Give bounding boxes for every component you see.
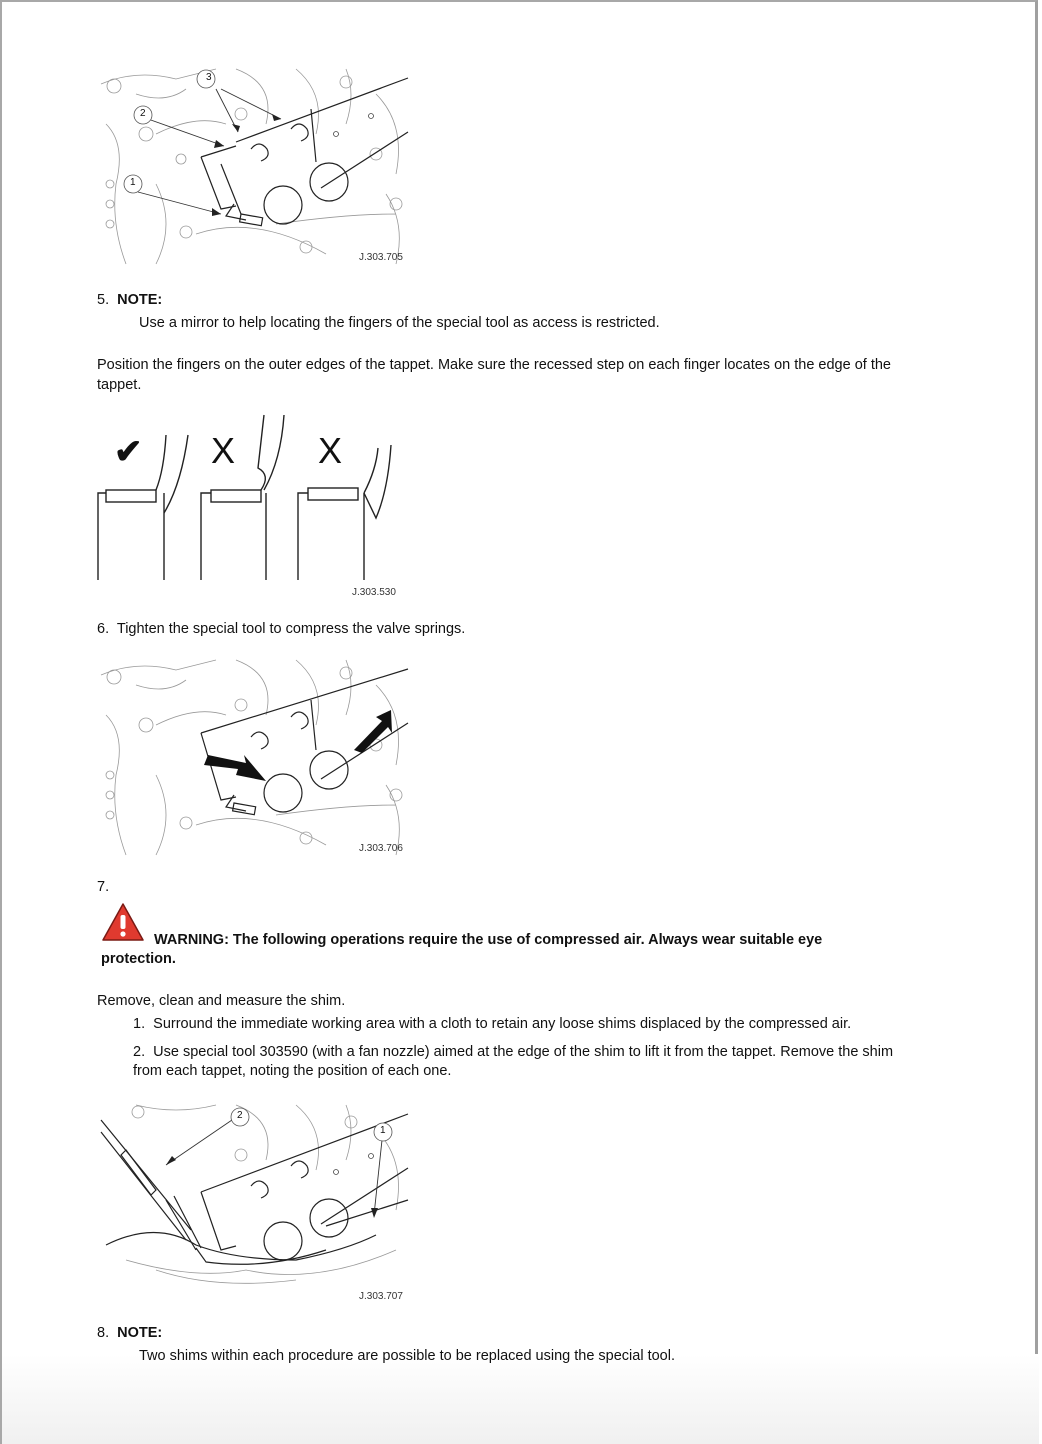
figure-code: J.303.706 [359,843,403,854]
callout-2: 2 [140,108,146,119]
warning-text-line2: protection. [101,951,176,967]
x-mark-icon: X [318,430,343,471]
figure-j303705 [96,64,416,269]
figure-code: J.303.707 [359,1291,403,1302]
figure-j303530 [96,410,416,598]
page-bottom-shadow [2,1354,1039,1444]
check-mark-icon: ✔ [114,433,143,471]
figure-j303706 [96,655,416,860]
note-text: Two shims within each procedure are possible to be replaced using the special tool. [139,1348,675,1364]
figure-j303707 [96,1100,416,1305]
figure-code: J.303.530 [352,587,396,598]
callout-3: 3 [206,72,212,83]
callout-1: 1 [380,1125,386,1136]
note-label: NOTE: [117,292,163,308]
note-text: Use a mirror to help locating the fingers of the special tool as access is restricted. [139,315,660,331]
warning-icon [101,902,145,949]
substep-2 [133,1043,893,1062]
step-number: 8. [97,1325,110,1341]
step-7-number: 7. [97,879,110,895]
step-5-body-line2: tappet. [97,377,142,393]
callout-1: 1 [130,177,136,188]
warning-text-line1: WARNING: The following operations require the use of compressed air. Always wear suitable eye [154,932,823,948]
x-mark-icon: X [211,430,236,471]
step-6 [97,620,465,639]
substep-number: 2. [133,1044,146,1060]
substep-1 [133,1015,851,1034]
step-6-text: Tighten the special tool to compress the valve springs. [116,621,466,637]
figure-code: J.303.705 [359,252,403,263]
step-number: 5. [97,292,110,308]
substep-text: Surround the immediate working area with a cloth to retain any loose shims displaced by the compressed air. [153,1016,852,1032]
note-label: NOTE: [117,1325,163,1341]
step-8-header [97,1324,162,1343]
step-number: 6. [97,621,110,637]
substep-2-line2: from each tappet, noting the position of each one. [133,1063,452,1079]
callout-2: 2 [237,1110,243,1121]
step-7-intro: Remove, clean and measure the shim. [97,993,346,1009]
substep-text: Use special tool 303590 (with a fan nozzle) aimed at the edge of the shim to lift it from the tappet. Remove the shim [153,1044,894,1060]
substep-number: 1. [133,1016,146,1032]
step-5-header [97,291,162,310]
step-5-body-line1: Position the fingers on the outer edges of the tappet. Make sure the recessed step on each finger locates on the edge of the [97,357,891,373]
